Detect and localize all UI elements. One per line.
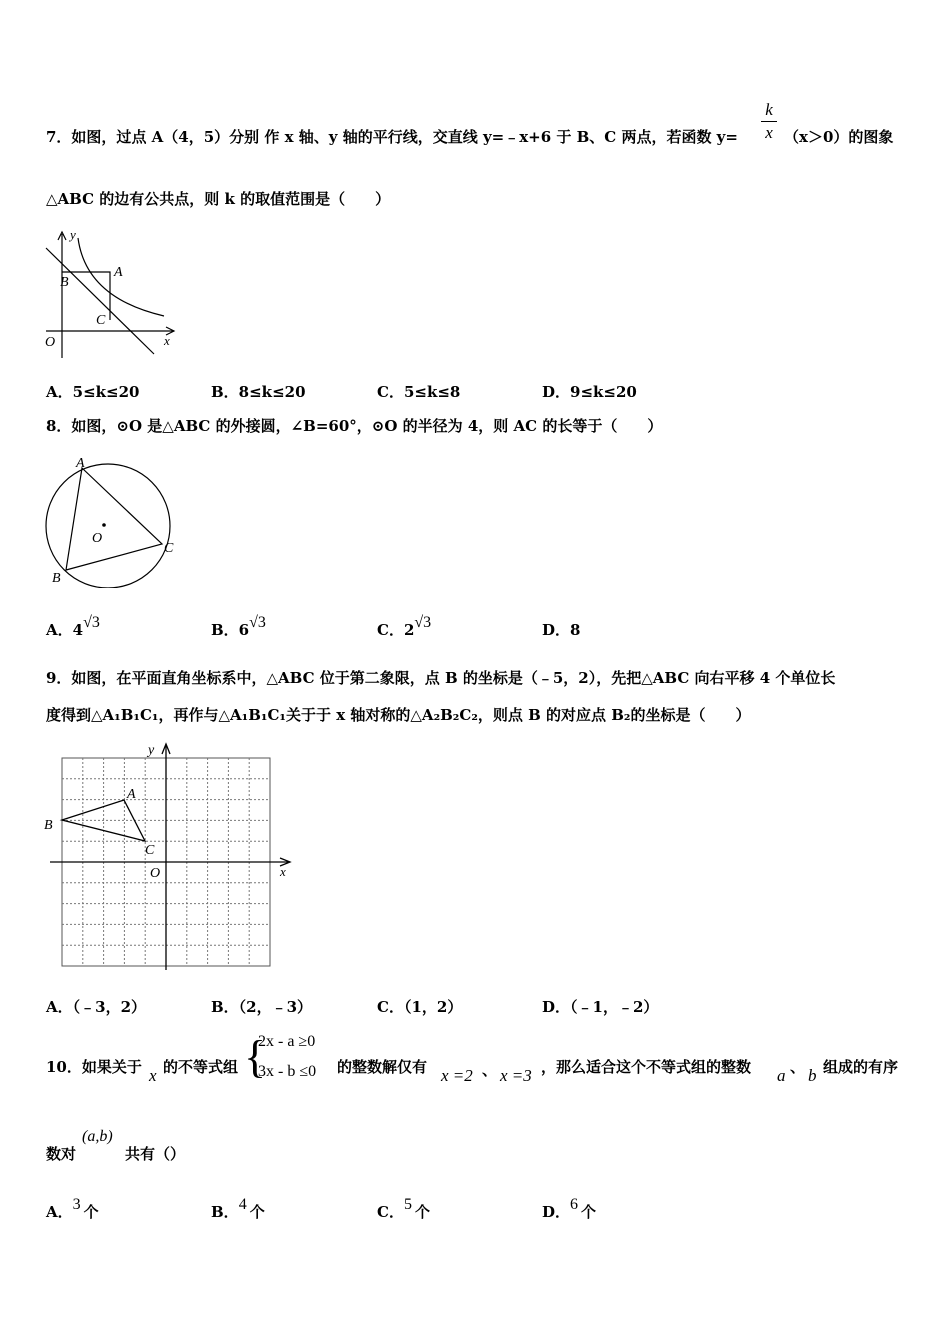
q7-option-a[interactable]: A．5≤k≤20 (46, 383, 140, 401)
q10-option-d-unit: 个 (581, 1203, 597, 1221)
q8-option-d-prefix: D．8 (542, 621, 581, 639)
q10-stem-mid4: 组成的有序 (823, 1058, 899, 1076)
q10-brace: { (244, 1031, 267, 1082)
q10-option-a-unit: 个 (83, 1203, 99, 1221)
q9-label-c: C (145, 843, 155, 858)
q7-stem-line1-tail: （x＞0）的图象 (784, 128, 894, 146)
q9-label-x: x (280, 864, 286, 879)
q7-frac-numerator: k (765, 100, 773, 119)
q8-option-b-radical: √3 (249, 614, 266, 631)
q9-option-c[interactable]: C．（1，2） (377, 998, 463, 1016)
q7-frac-bar (761, 121, 777, 122)
q10-stem-mid1: 的不等式组 (163, 1058, 239, 1076)
q7-label-o: O (45, 335, 56, 350)
q10-var-a: a (777, 1066, 786, 1085)
q9-label-a: A (127, 787, 136, 802)
q10-separator: 、 (482, 1061, 498, 1079)
q10-var-x: x (149, 1066, 157, 1085)
q7-option-b[interactable]: B．8≤k≤20 (211, 383, 306, 401)
q9-stem-line1: 9．如图，在平面直角坐标系中，△ABC 位于第二象限，点 B 的坐标是（﹣5，2），先把△ABC 向右平移 4 个单位长 (46, 669, 836, 687)
q10-separator-ab: 、 (790, 1058, 806, 1076)
q10-option-b[interactable] (211, 1196, 265, 1223)
q10-option-d-prefix: D． (542, 1203, 571, 1221)
q8-circle (46, 464, 170, 588)
q10-option-a-num: 3 (72, 1196, 81, 1213)
q7-label-x: x (164, 333, 170, 348)
q8-option-a-prefix: A．4 (46, 621, 84, 639)
q9-label-b: B (44, 818, 53, 833)
q8-label-b: B (52, 571, 61, 586)
q10-option-c-num: 5 (403, 1196, 412, 1213)
q7-stem-line2: △ABC 的边有公共点，则 k 的取值范围是（ ） (46, 190, 391, 208)
q9-option-a[interactable]: A．（﹣3，2） (46, 998, 147, 1016)
q8-option-d[interactable] (542, 620, 580, 640)
q10-option-c-unit: 个 (414, 1203, 430, 1221)
q8-option-c-radical: √3 (414, 614, 432, 631)
q10-stem-line2: 数对 (46, 1145, 77, 1163)
q10-option-c[interactable] (377, 1196, 430, 1223)
q9-figure (40, 740, 296, 976)
q8-option-c-prefix: C．2 (377, 621, 415, 639)
q10-option-b-num: 4 (238, 1196, 247, 1213)
q10-inequality-1: 2x - a ≥0 (258, 1033, 316, 1050)
q10-stem-line2-tail: 共有（） (125, 1145, 186, 1163)
q8-option-a-radical: √3 (83, 614, 100, 631)
q10-option-d[interactable] (542, 1196, 597, 1223)
q9-label-o: O (150, 866, 161, 881)
q8-option-c[interactable] (377, 614, 432, 641)
q10-stem-mid2: 的整数解仅有 (337, 1058, 428, 1076)
q7-option-c[interactable]: C．5≤k≤8 (377, 383, 461, 401)
q9-option-d[interactable]: D．（﹣1，﹣2） (542, 998, 659, 1016)
q8-triangle (66, 468, 162, 570)
q10-stem-prefix: 10．如果关于 (46, 1058, 142, 1076)
q8-label-c: C (164, 541, 174, 556)
q10-var-b: b (808, 1066, 817, 1085)
q8-option-b-prefix: B．6 (211, 621, 250, 639)
q9-option-b[interactable]: B．（2，﹣3） (211, 998, 313, 1016)
q8-label-o: O (92, 531, 103, 546)
q7-frac-denominator: x (765, 123, 773, 142)
q8-figure (40, 454, 180, 588)
q10-inequality-2: 3x - b ≤0 (258, 1063, 317, 1080)
q10-solution-1: x =2 (441, 1066, 473, 1085)
q9-label-y: y (148, 743, 155, 758)
q8-option-a[interactable] (46, 614, 100, 641)
q10-stem-mid3: ，那么适合这个不等式组的整数 (541, 1058, 752, 1076)
q7-option-d[interactable]: D．9≤k≤20 (542, 383, 637, 401)
q10-option-b-prefix: B． (211, 1203, 239, 1221)
q9-stem-line2: 度得到△A₁B₁C₁，再作与△A₁B₁C₁关于于 x 轴对称的△A₂B₂C₂，则点 B 的对应点 B₂的坐标是（ ） (46, 706, 751, 724)
q10-option-d-num: 6 (570, 1196, 579, 1213)
q10-option-b-unit: 个 (249, 1203, 265, 1221)
q10-option-c-prefix: C． (377, 1203, 404, 1221)
q7-stem-line1: 7．如图，过点 A（4，5）分别 作 x 轴、y 轴的平行线，交直线 y=﹣x+6 于 B、C 两点，若函数 y= (46, 128, 738, 146)
q8-option-b[interactable] (211, 614, 266, 641)
q10-option-a[interactable] (46, 1196, 99, 1223)
q7-label-a: A (114, 265, 123, 280)
q7-label-b: B (60, 275, 69, 290)
q7-figure (42, 228, 178, 360)
q7-label-y: y (70, 228, 76, 242)
q10-solution-2: x =3 (500, 1066, 532, 1085)
q8-center-dot (102, 523, 106, 527)
q10-ordered-pair: (a,b) (82, 1128, 113, 1145)
q8-stem: 8．如图，⊙O 是△ABC 的外接圆，∠B=60°，⊙O 的半径为 4，则 AC 的长等于（ ） (46, 417, 663, 435)
q8-label-a: A (76, 456, 85, 471)
q10-option-a-prefix: A． (46, 1203, 73, 1221)
q7-fraction (760, 100, 778, 143)
q7-label-c: C (96, 313, 106, 328)
